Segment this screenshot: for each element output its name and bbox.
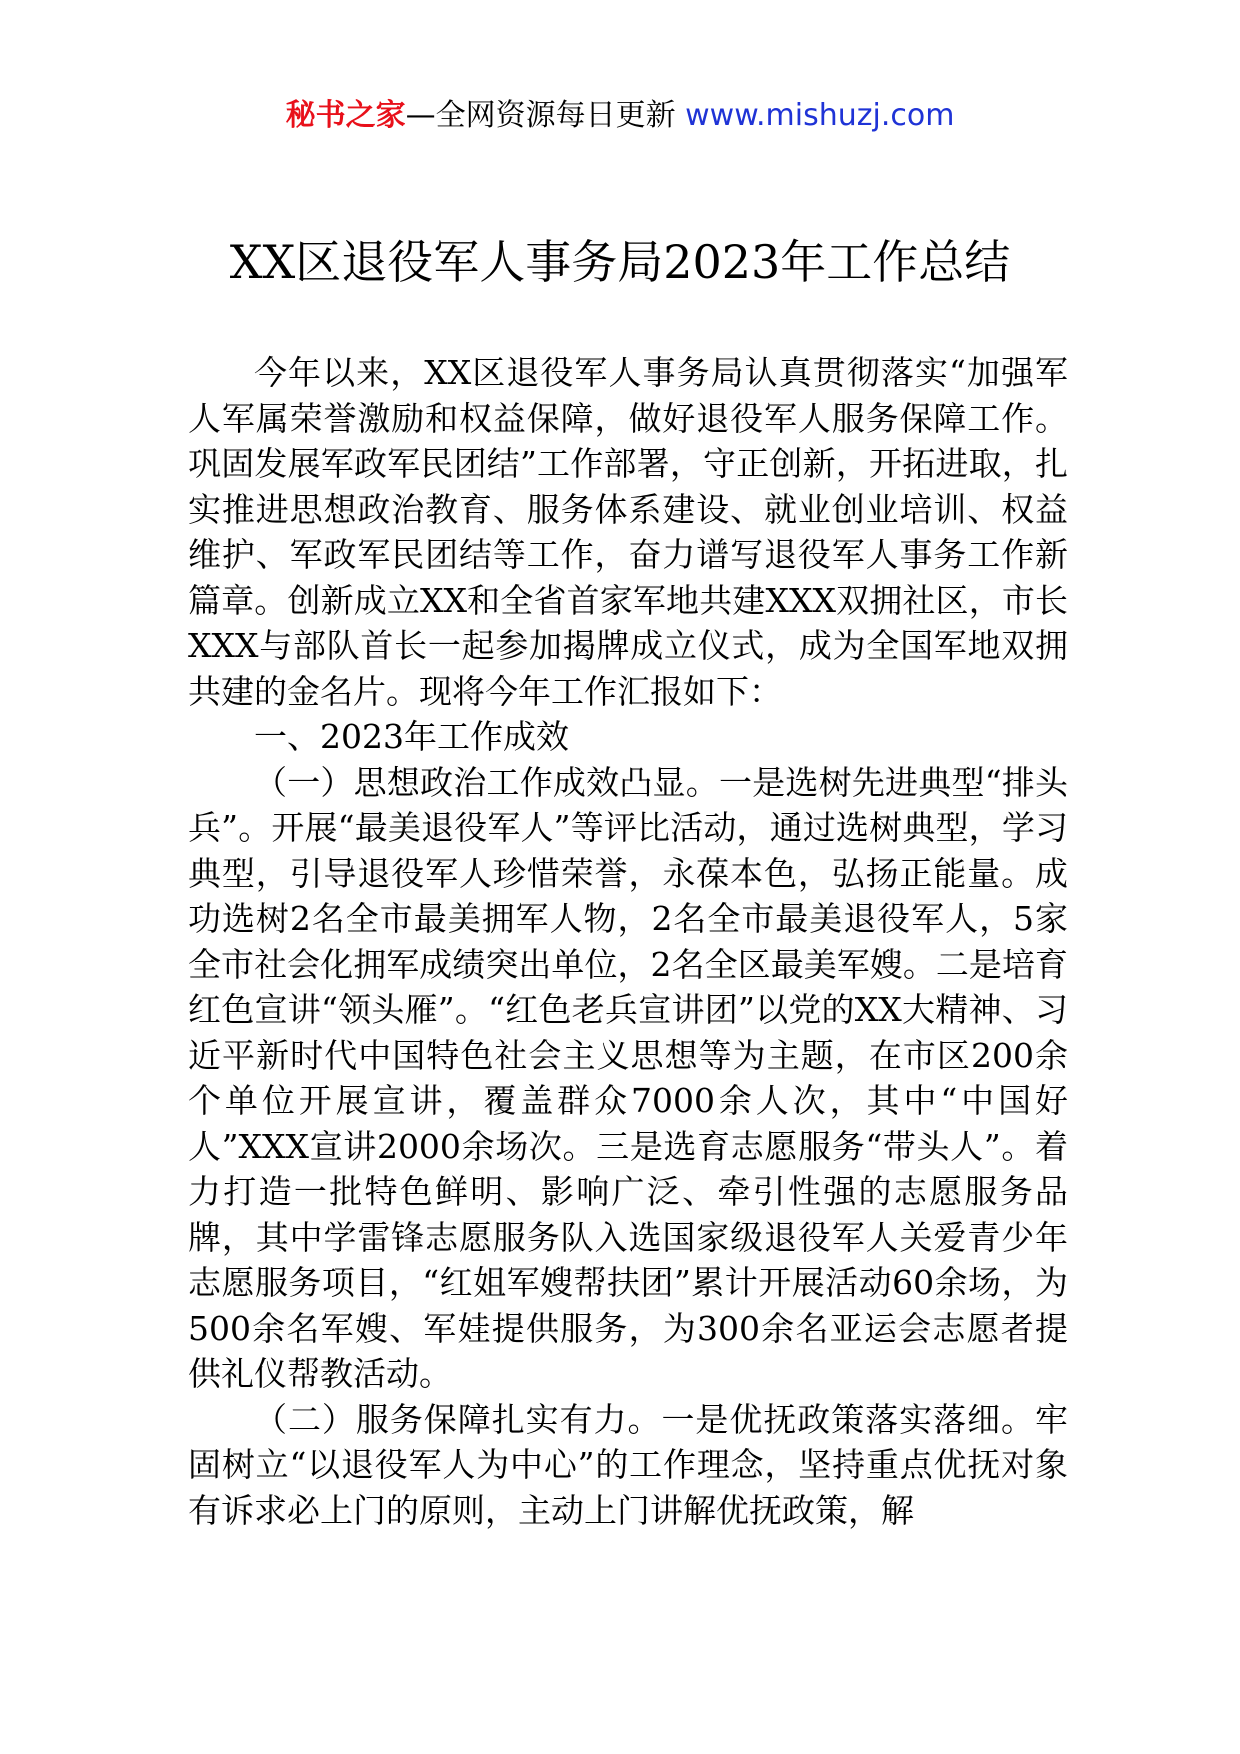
site-url[interactable]: www.mishuzj.com bbox=[685, 98, 955, 133]
intro-paragraph: 今年以来，XX区退役军人事务局认真贯彻落实“加强军人军属荣誉激励和权益保障，做好退役军人服务保障工作。巩固发展军政军民团结”工作部署，守正创新，开拓进取，扎实推进思想政治教育、服务体系建设、就业创业培训、权益维护、军政军民团结等工作，奋力谱写退役军人事务工作新篇章。创新成立XX和全省首家军地共建XXX双拥社区，市长XXX与部队首长一起参加揭牌成立仪式，成为全国军地双拥共建的金名片。现将今年工作汇报如下： bbox=[188, 353, 1068, 711]
site-banner bbox=[0, 96, 1240, 136]
document-body bbox=[188, 350, 1068, 1533]
section-heading: 一、2023年工作成效 bbox=[254, 717, 569, 756]
site-slogan: —全网资源每日更新 bbox=[405, 98, 686, 133]
body-paragraph: （二）服务保障扎实有力。一是优抚政策落实落细。牢固树立“以退役军人为中心”的工作理念，坚持重点优抚对象有诉求必上门的原则，主动上门讲解优抚政策，解 bbox=[188, 1399, 1068, 1530]
site-brand: 秘书之家 bbox=[285, 98, 406, 133]
document-title: XX区退役军人事务局2023年工作总结 bbox=[229, 235, 1011, 289]
body-paragraph: （一）思想政治工作成效凸显。一是选树先进典型“排头兵”。开展“最美退役军人”等评比活动，通过选树典型，学习典型，引导退役军人珍惜荣誉，永葆本色，弘扬正能量。成功选树2名全市最美拥军人物，2名全市最美退役军人，5家全市社会化拥军成绩突出单位，2名全区最美军嫂。二是培育红色宣讲“领头雁”。“红色老兵宣讲团”以党的XX大精神、习近平新时代中国特色社会主义思想等为主题，在市区200余个单位开展宣讲，覆盖群众7000余人次，其中“中国好人”XXX宣讲2000余场次。三是选育志愿服务“带头人”。着力打造一批特色鲜明、影响广泛、牵引性强的志愿服务品牌，其中学雷锋志愿服务队入选国家级退役军人关爱青少年志愿服务项目，“红姐军嫂帮扶团”累计开展活动60余场，为500余名军嫂、军娃提供服务，为300余名亚运会志愿者提供礼仪帮教活动。 bbox=[188, 762, 1068, 1393]
